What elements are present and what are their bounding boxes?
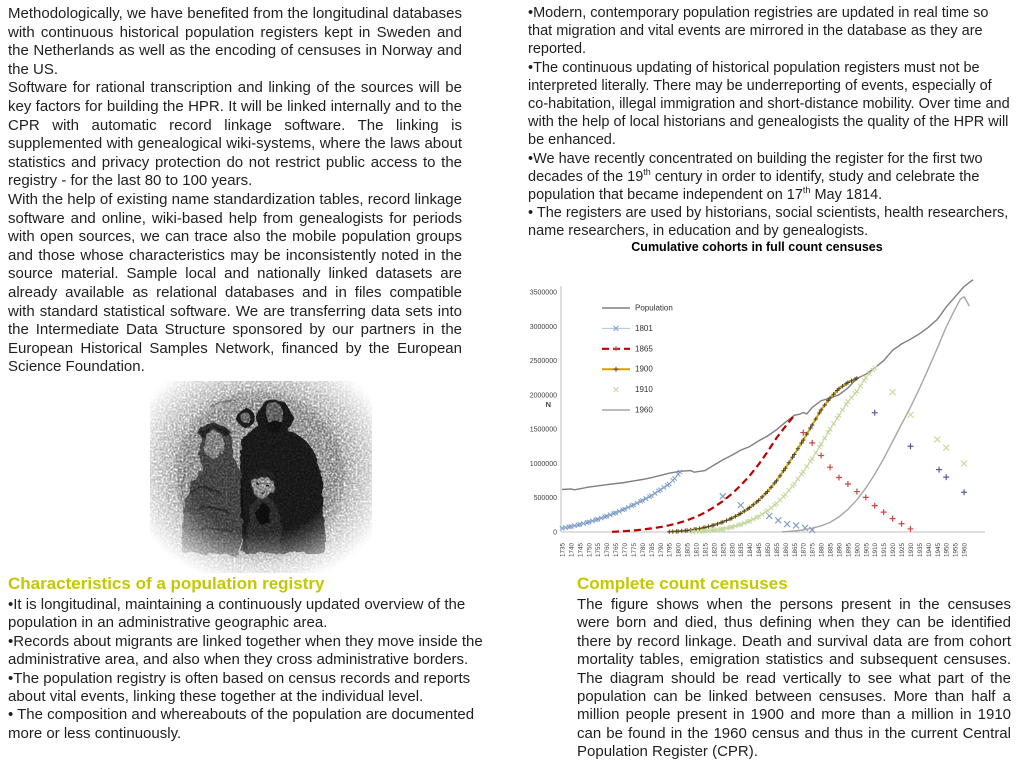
svg-text:1735: 1735 — [559, 542, 567, 557]
svg-text:1790: 1790 — [657, 542, 665, 557]
legend-item-1900 — [602, 365, 653, 374]
complete-count-paragraph: The figure shows when the persons present in the censuses were born and died, thus defining when they can be identified there by record linkage. Death and survival data are from cohort mortality tables, emigration statistics and subsequent censuses. The diagram should be read vertically to see what part of the population can be linked between censuses. More than half a million people present in 1900 and more than a million in 1910 can be found in the 1960 census and thus in the current Central Population Register (CPR). — [577, 596, 1011, 761]
chart-legend — [602, 304, 673, 415]
svg-text:1795: 1795 — [666, 542, 674, 557]
svg-text:1855: 1855 — [773, 542, 781, 557]
svg-text:1910: 1910 — [635, 385, 653, 395]
legend-item-population — [602, 304, 673, 313]
svg-text:1780: 1780 — [639, 542, 647, 557]
svg-text:1775: 1775 — [631, 542, 638, 557]
svg-text:1000000: 1000000 — [529, 460, 557, 468]
svg-text:1935: 1935 — [916, 542, 924, 557]
svg-text:1955: 1955 — [952, 542, 960, 557]
bullet-continuous-updating: •The continuous updating of historical population registers must not be interpreted literally. There may be underreporting of events, especially of co-habitation, illegal immigration and short-distance mobility. Over time and with the help of local historians and genealogists the quality of the HPR will be enhanced. — [528, 59, 1010, 149]
svg-text:1845: 1845 — [756, 542, 764, 557]
svg-text:1750: 1750 — [586, 542, 594, 557]
svg-text:1805: 1805 — [684, 542, 692, 557]
characteristics-heading: Characteristics of a population registry — [8, 574, 325, 593]
legend-item-1801 — [602, 324, 653, 333]
paragraph-name-standardization: With the help of existing name standardization tables, record linkage software and online, wiki-based help from genealogists for periods with open sources, we can trace also the mobile population groups and those whose characteristics may be inconsistently noted in the source material. Sample local and nationally linked datasets are already available as relational databases and in files compatible with standard statistical software. We are transferring data sets into the Intermediate Data Structure sponsored by our partners in the European Historical Samples Network, financed by the European Science Foundation. — [8, 190, 462, 376]
svg-text:1745: 1745 — [577, 542, 585, 557]
bullet-census-based: •The population registry is often based on census records and reports about vital events, linking these together at the individual level. — [8, 669, 471, 706]
bullet-longitudinal: •It is longitudinal, maintaining a continuously updated overview of the population in an administrative geographic area. — [8, 596, 466, 632]
intro-text-column — [8, 5, 462, 377]
complete-count-section — [577, 574, 1011, 762]
chart-series-1900 — [667, 376, 967, 534]
svg-text:1860: 1860 — [782, 542, 790, 557]
chart-series-population — [562, 280, 973, 490]
svg-text:1900: 1900 — [635, 364, 653, 374]
bullet-modern-registries: •Modern, contemporary population registries are updated in real time so that migration and vital events are mirrored in the database as they are reported. — [528, 5, 989, 58]
paragraph-methodology: Methodologically, we have benefited from the longitudinal databases with continuous historical population registers kept in Sweden and the Netherlands as well as the encoding of censuses in Norway and the US. — [8, 5, 462, 78]
svg-text:1820: 1820 — [711, 542, 719, 557]
family-etching-svg — [150, 381, 372, 573]
svg-text:2000000: 2000000 — [529, 392, 557, 400]
bullet-composition: • The composition and whereabouts of the population are documented more or less continuously. — [8, 706, 475, 742]
chart-series-1960 — [782, 297, 970, 532]
svg-text:1865: 1865 — [791, 542, 799, 557]
svg-text:1840: 1840 — [747, 542, 755, 557]
svg-text:1755: 1755 — [595, 542, 603, 557]
svg-text:1910: 1910 — [872, 542, 880, 557]
svg-text:1870: 1870 — [800, 542, 808, 557]
svg-text:1875: 1875 — [809, 542, 817, 557]
svg-text:1865: 1865 — [635, 344, 653, 354]
svg-text:1960: 1960 — [635, 405, 653, 415]
svg-text:1740: 1740 — [568, 542, 576, 557]
svg-text:1770: 1770 — [622, 542, 629, 557]
registry-bullets-column — [528, 4, 1011, 241]
characteristics-section — [8, 574, 506, 743]
svg-text:1500000: 1500000 — [529, 426, 557, 434]
svg-text:N: N — [545, 399, 551, 409]
svg-text:1880: 1880 — [818, 542, 826, 557]
svg-text:1785: 1785 — [648, 542, 656, 557]
bullet-19th-century-register: •We have recently concentrated on building the register for the first two decades of the 19th century in order to identify, study and celebrate the population that became independent on 17th May 1814. — [528, 150, 983, 204]
svg-text:1925: 1925 — [899, 542, 906, 557]
svg-text:1815: 1815 — [702, 542, 710, 557]
svg-text:1950: 1950 — [943, 542, 951, 557]
legend-item-1910 — [614, 385, 654, 394]
svg-text:1890: 1890 — [836, 542, 844, 557]
chart-title: Cumulative cohorts in full count censuses — [631, 240, 883, 254]
svg-text:1895: 1895 — [845, 542, 853, 557]
svg-text:1920: 1920 — [890, 542, 898, 557]
svg-text:1830: 1830 — [729, 542, 737, 557]
legend-item-1865 — [602, 344, 653, 353]
svg-text:3500000: 3500000 — [529, 289, 557, 297]
svg-text:1801: 1801 — [635, 323, 653, 333]
svg-text:3000000: 3000000 — [529, 323, 557, 331]
complete-count-heading: Complete count censuses — [577, 574, 788, 593]
svg-text:1825: 1825 — [720, 542, 728, 557]
bullet-migrant-records: •Records about migrants are linked together when they move inside the administrative area, and also when they cross administrative borders. — [8, 632, 483, 669]
family-etching-image — [150, 381, 372, 573]
svg-text:1810: 1810 — [693, 542, 701, 557]
svg-text:1760: 1760 — [604, 542, 612, 557]
svg-text:1835: 1835 — [738, 542, 746, 557]
paragraph-software: Software for rational transcription and linking of the sources will be key factors for building the HPR. It will be linked internally and to the CPR with automatic record linkage software. The linking is supplemented with genealogical wiki-systems, where the laws about statistics and privacy protection do not restrict public access to the registry - for the last 80 to 100 years. — [8, 79, 462, 190]
svg-text:Population: Population — [635, 303, 673, 313]
chart-series-1910 — [690, 366, 967, 534]
svg-text:1800: 1800 — [675, 542, 683, 557]
chart-plot-area — [560, 280, 973, 534]
legend-item-1960 — [602, 406, 653, 415]
bullet-register-users: • The registers are used by historians, social scientists, health researchers, name researchers, in education and by genealogists. — [528, 205, 1009, 240]
svg-text:1945: 1945 — [934, 542, 942, 557]
cohort-chart-svg — [517, 226, 1022, 574]
svg-text:1885: 1885 — [827, 542, 835, 557]
svg-text:1905: 1905 — [863, 542, 871, 557]
svg-text:1960: 1960 — [961, 542, 969, 557]
svg-text:1940: 1940 — [925, 542, 933, 557]
etching-grain — [158, 385, 364, 569]
svg-text:1765: 1765 — [613, 542, 621, 557]
svg-text:1850: 1850 — [765, 542, 772, 557]
cohort-chart — [517, 226, 1022, 574]
svg-text:1930: 1930 — [908, 542, 915, 557]
svg-text:0: 0 — [553, 529, 557, 537]
svg-text:2500000: 2500000 — [529, 358, 557, 366]
svg-text:1915: 1915 — [881, 542, 889, 557]
svg-text:500000: 500000 — [533, 495, 557, 503]
svg-text:1900: 1900 — [854, 542, 862, 557]
